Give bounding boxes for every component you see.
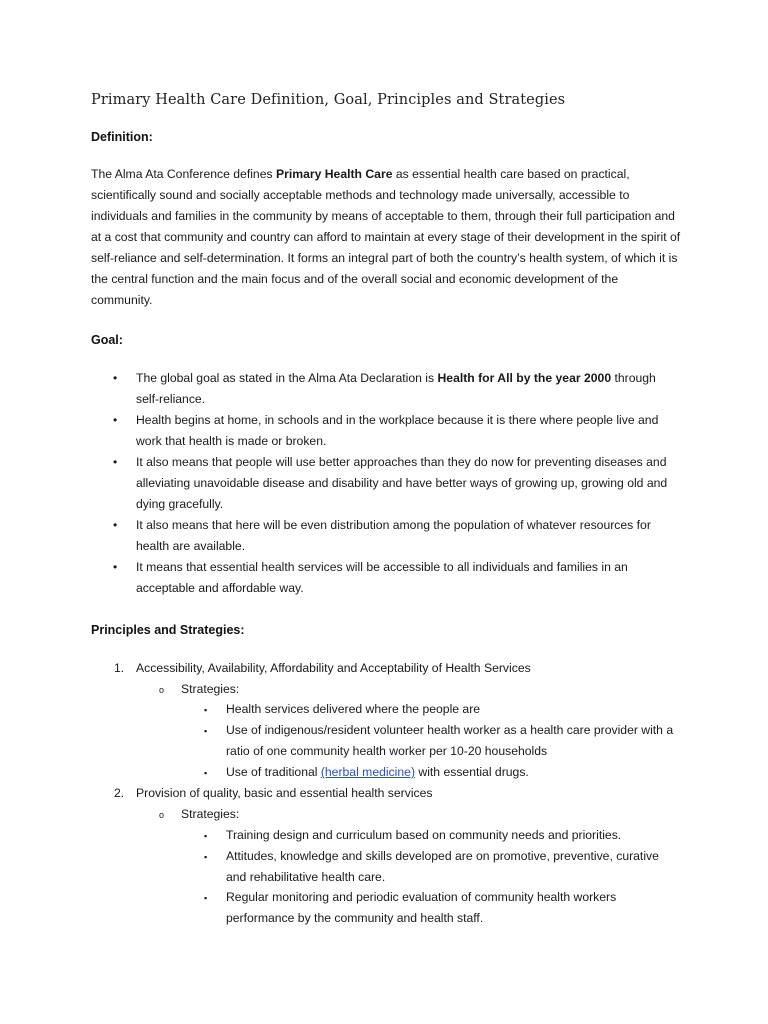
square-bullet-icon: ▪ bbox=[204, 852, 208, 862]
principles-heading: Principles and Strategies: bbox=[91, 623, 245, 637]
bullet-icon: • bbox=[113, 413, 118, 427]
bullet-icon: • bbox=[113, 371, 118, 385]
bullet-icon: • bbox=[113, 560, 118, 574]
goal-item-1-after: through self-reliance. bbox=[136, 371, 656, 406]
principle-1-number: 1. bbox=[114, 661, 125, 675]
bullet-icon: • bbox=[113, 455, 118, 469]
goal-item-4-text: It also means that here will be even distribution among the population of whatever resources for health are available. bbox=[136, 518, 651, 553]
definition-heading: Definition: bbox=[91, 130, 153, 144]
goal-item-1-bold: Health for All by the year 2000 bbox=[437, 371, 612, 385]
principle-2-strategy-2: Attitudes, knowledge and skills developed are on promotive, preventive, curative and rehabilitative health care. bbox=[226, 849, 659, 884]
principle-2-strategy-1: Training design and curriculum based on community needs and priorities. bbox=[226, 828, 622, 842]
goal-list bbox=[0, 368, 768, 599]
goal-item-2-text: Health begins at home, in schools and in the workplace because it is there where people live and work that health is made or broken. bbox=[136, 413, 659, 448]
goal-item-3-text: It also means that people will use better approaches than they do now for preventing diseases and alleviating unavoidable disease and disability and have better ways of growing up, growing old and dying gracefully. bbox=[136, 455, 668, 511]
goal-item-5-text: It means that essential health services will be accessible to all individuals and families in an acceptable and affordable way. bbox=[136, 560, 628, 595]
principle-1-strategies-label: Strategies: bbox=[181, 682, 240, 696]
goal-item bbox=[0, 368, 768, 410]
principle-2-number: 2. bbox=[114, 786, 125, 800]
circle-bullet-icon: o bbox=[159, 810, 165, 820]
goal-heading: Goal: bbox=[91, 333, 123, 347]
principle-1-strategy-3 bbox=[226, 762, 681, 783]
square-bullet-icon: ▪ bbox=[204, 831, 208, 841]
definition-paragraph bbox=[91, 164, 681, 311]
goal-item bbox=[0, 410, 768, 452]
principle-2-strategies-label: Strategies: bbox=[181, 807, 240, 821]
goal-item bbox=[0, 452, 768, 515]
square-bullet-icon: ▪ bbox=[204, 893, 208, 903]
principle-1-text: Accessibility, Availability, Affordability and Acceptability of Health Services bbox=[136, 661, 531, 675]
circle-bullet-icon: o bbox=[159, 685, 165, 695]
principle-2-strategy-3: Regular monitoring and periodic evaluation of community health workers performance by the community and health staff. bbox=[226, 890, 617, 925]
goal-item bbox=[0, 557, 768, 599]
page-title: Primary Health Care Definition, Goal, Principles and Strategies bbox=[91, 92, 566, 108]
herbal-medicine-link[interactable]: (herbal medicine) bbox=[320, 765, 415, 779]
goal-item bbox=[0, 515, 768, 557]
square-bullet-icon: ▪ bbox=[204, 726, 208, 736]
principle-1-strategy-2: Use of indigenous/resident volunteer health worker as a health care provider with a ratio of one community health worker per 10-20 households bbox=[226, 723, 674, 758]
definition-bold-term: Primary Health Care bbox=[275, 167, 393, 181]
square-bullet-icon: ▪ bbox=[204, 705, 208, 715]
bullet-icon: • bbox=[113, 518, 118, 532]
strategy-3-before: Use of traditional bbox=[226, 765, 321, 779]
strategy-3-after: with essential drugs. bbox=[415, 765, 529, 779]
principle-1-strategy-1: Health services delivered where the people are bbox=[226, 702, 481, 716]
definition-text-before: The Alma Ata Conference defines bbox=[91, 167, 276, 181]
definition-text-after: as essential health care based on practical, scientifically sound and socially acceptable methods and technology made universally, accessible to individuals and families in the community by means of acceptable to them, through their full participation and at a cost that community and country can afford to maintain at every stage of their development in the spirit of self-reliance and self-determination. It forms an integral part of both the country’s health system, of which it is the central function and the main focus and of the overall social and economic development of the community. bbox=[91, 167, 681, 307]
principle-2-text: Provision of quality, basic and essential health services bbox=[136, 786, 433, 800]
goal-item-1-before: The global goal as stated in the Alma Ata Declaration is bbox=[136, 371, 438, 385]
square-bullet-icon: ▪ bbox=[204, 768, 208, 778]
